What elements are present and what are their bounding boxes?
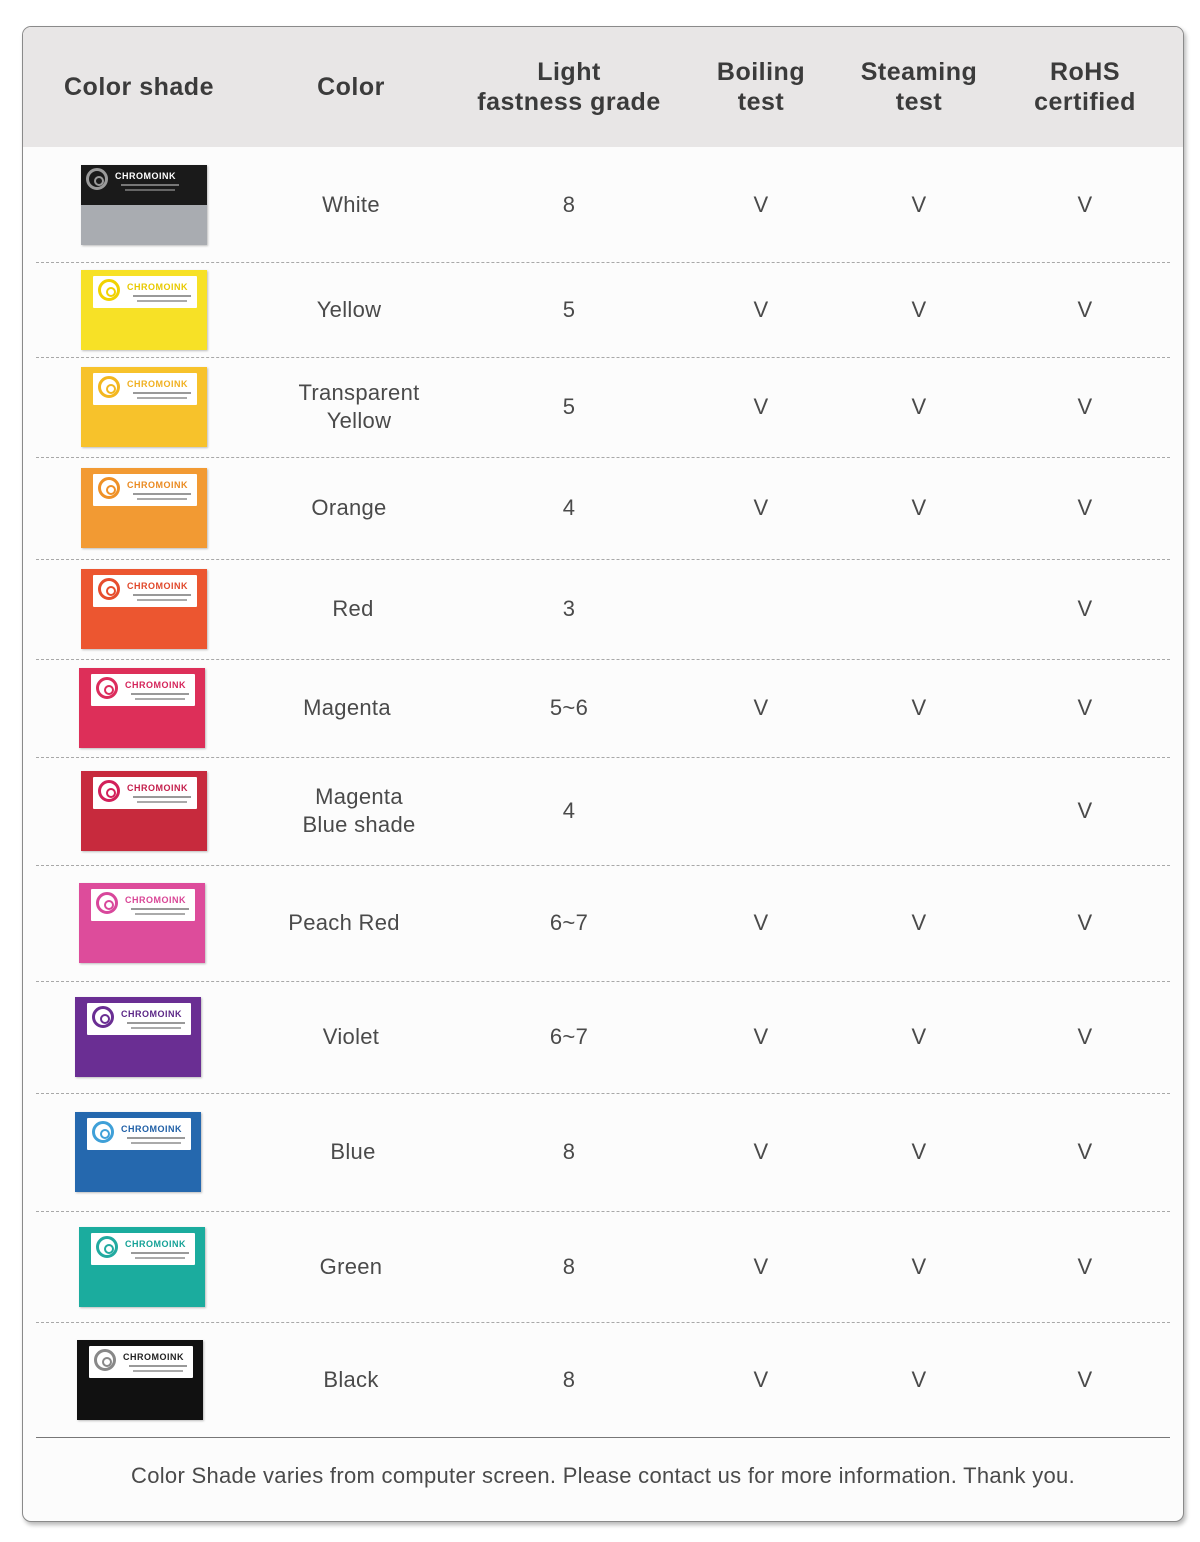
swatch-fine-print (131, 1027, 181, 1029)
color-swatch-image (79, 668, 205, 748)
swatch-fine-print (133, 493, 191, 495)
cell-rohs: V (1077, 596, 1093, 621)
swirl-logo-icon (96, 892, 118, 914)
cell-steaming: V (911, 1366, 927, 1392)
cell-steaming: V (911, 495, 927, 520)
cell-boiling (691, 757, 831, 865)
color-swatch-cell (23, 1211, 255, 1322)
color-swatch-cell (23, 981, 255, 1093)
cell-rohs: V (1077, 191, 1093, 217)
header-color: Color (317, 73, 385, 101)
swatch-fine-print (121, 184, 179, 186)
swatch-label (81, 165, 207, 205)
swirl-logo-icon (92, 1006, 114, 1028)
swatch-brand-text: CHROMOINK (127, 379, 188, 389)
color-swatch-cell (23, 559, 255, 659)
table-row (23, 981, 1183, 1093)
cell-steaming (831, 757, 1007, 865)
table-row (23, 262, 1183, 357)
cell-steaming: V (911, 191, 927, 217)
color-swatch-image (81, 270, 207, 350)
cell-steaming: V (911, 296, 927, 322)
footer-note: Color Shade varies from computer screen. Please contact us for more information. Thank you. (131, 1463, 1075, 1488)
cell-rohs: V (1077, 296, 1093, 322)
cell-light-fastness: 8 (562, 1139, 576, 1164)
cell-light-fastness: 8 (562, 1253, 576, 1279)
cell-light-fastness: 4 (562, 798, 576, 823)
cell-boiling: V (753, 910, 769, 935)
swatch-brand-text: CHROMOINK (123, 1351, 184, 1362)
swatch-label (93, 777, 197, 809)
swatch-label (93, 575, 197, 607)
swirl-logo-icon (96, 1236, 118, 1258)
table-row (23, 1322, 1183, 1437)
cell-color: Green (319, 1253, 383, 1279)
swirl-logo-icon (98, 477, 120, 499)
swatch-label (89, 1346, 193, 1378)
table-row (23, 147, 1183, 262)
color-swatch-cell (23, 865, 255, 981)
swatch-fine-print (137, 498, 187, 500)
table-row (23, 357, 1183, 457)
cell-rohs: V (1077, 394, 1093, 419)
cell-light-fastness: 5~6 (549, 695, 589, 720)
swatch-label (93, 276, 197, 308)
cell-color: Red (332, 596, 374, 621)
swirl-logo-icon (98, 780, 120, 802)
cell-rohs: V (1077, 798, 1093, 823)
cell-boiling: V (753, 1139, 769, 1164)
cell-boiling: V (753, 191, 769, 217)
table-row (23, 457, 1183, 559)
color-swatch-cell (23, 262, 255, 357)
table-row (23, 1211, 1183, 1322)
swatch-fine-print (137, 599, 187, 601)
swatch-fine-print (131, 1142, 181, 1144)
cell-boiling: V (753, 1024, 769, 1049)
header-boiling-test: Boiling test (716, 58, 806, 116)
color-swatch-image (81, 367, 207, 447)
swatch-fine-print (133, 295, 191, 297)
color-swatch-image (81, 165, 207, 245)
swatch-brand-text: CHROMOINK (115, 170, 176, 181)
swatch-brand-text: CHROMOINK (127, 480, 188, 490)
cell-color: Violet (322, 1024, 380, 1049)
swatch-fine-print (135, 1257, 185, 1259)
cell-light-fastness: 4 (562, 495, 576, 520)
footer-divider (36, 1437, 1170, 1438)
cell-light-fastness: 3 (562, 596, 576, 621)
swatch-fine-print (135, 913, 185, 915)
cell-light-fastness: 6~7 (549, 1024, 589, 1049)
cell-color: Black (323, 1366, 379, 1392)
table-row (23, 865, 1183, 981)
swatch-fine-print (133, 796, 191, 798)
cell-boiling: V (753, 495, 769, 520)
color-swatch-cell (23, 1322, 255, 1437)
swatch-brand-text: CHROMOINK (127, 281, 188, 292)
color-swatch-image (81, 569, 207, 649)
swatch-fine-print (137, 801, 187, 803)
swatch-label (93, 474, 197, 506)
swatch-brand-text: CHROMOINK (125, 680, 186, 690)
cell-color: Magenta (303, 695, 391, 720)
cell-light-fastness: 8 (562, 1366, 576, 1392)
cell-rohs: V (1077, 1024, 1093, 1049)
swirl-logo-icon (92, 1121, 114, 1143)
cell-rohs: V (1077, 495, 1093, 520)
cell-boiling (691, 559, 831, 659)
swatch-label (93, 373, 197, 405)
cell-color: Transparent Yellow (298, 380, 420, 433)
swatch-fine-print (133, 594, 191, 596)
color-swatch-cell (23, 1093, 255, 1211)
swatch-fine-print (127, 1137, 185, 1139)
cell-color: Magenta Blue shade (302, 784, 416, 837)
header-steaming-test: Steaming test (860, 58, 978, 116)
swatch-label (87, 1003, 191, 1035)
swatch-brand-text: CHROMOINK (125, 895, 186, 905)
swatch-fine-print (125, 189, 175, 191)
swatch-fine-print (131, 1252, 189, 1254)
table-row (23, 1093, 1183, 1211)
cell-rohs: V (1077, 910, 1093, 935)
header-rohs-certified: RoHS certified (1034, 58, 1136, 116)
color-swatch-image (79, 883, 205, 963)
color-swatch-image (81, 468, 207, 548)
cell-steaming: V (911, 695, 927, 720)
cell-boiling: V (753, 695, 769, 720)
cell-steaming: V (911, 1139, 927, 1164)
cell-color: Yellow (316, 296, 382, 322)
table-row (23, 559, 1183, 659)
color-swatch-cell (23, 357, 255, 457)
cell-steaming: V (911, 910, 927, 935)
table-row (23, 659, 1183, 757)
cell-color: Peach Red (288, 910, 400, 935)
swatch-fine-print (127, 1022, 185, 1024)
swatch-label (91, 1233, 195, 1265)
cell-rohs: V (1077, 1253, 1093, 1279)
cell-boiling: V (753, 394, 769, 419)
cell-light-fastness: 8 (562, 191, 576, 217)
cell-steaming: V (911, 1253, 927, 1279)
header-light-fastness: Light fastness grade (477, 58, 661, 116)
color-swatch-cell (23, 659, 255, 757)
cell-light-fastness: 5 (562, 296, 576, 322)
table-header (23, 27, 1183, 147)
swirl-logo-icon (94, 1349, 116, 1371)
swatch-label (91, 889, 195, 921)
swatch-brand-text: CHROMOINK (127, 783, 188, 793)
swatch-fine-print (131, 908, 189, 910)
color-swatch-cell (23, 147, 255, 262)
cell-rohs: V (1077, 1139, 1093, 1164)
cell-boiling: V (753, 1253, 769, 1279)
cell-steaming (831, 559, 1007, 659)
swatch-brand-text: CHROMOINK (121, 1124, 182, 1134)
swatch-brand-text: CHROMOINK (121, 1009, 182, 1019)
swatch-label (87, 1118, 191, 1150)
cell-color: Orange (311, 495, 387, 520)
swatch-fine-print (129, 1365, 187, 1367)
cell-light-fastness: 6~7 (549, 910, 589, 935)
swirl-logo-icon (86, 168, 108, 190)
swatch-label (91, 674, 195, 706)
swatch-fine-print (135, 698, 185, 700)
color-swatch-image (79, 1227, 205, 1307)
header-color-shade: Color shade (64, 73, 214, 101)
swatch-fine-print (137, 397, 187, 399)
swirl-logo-icon (96, 677, 118, 699)
swirl-logo-icon (98, 376, 120, 398)
cell-color: Blue (330, 1139, 376, 1164)
color-swatch-cell (23, 457, 255, 559)
color-swatch-cell (23, 757, 255, 865)
color-swatch-image (75, 997, 201, 1077)
swatch-fine-print (133, 392, 191, 394)
swatch-fine-print (133, 1370, 183, 1372)
color-swatch-image (77, 1340, 203, 1420)
color-swatch-image (75, 1112, 201, 1192)
table-row (23, 757, 1183, 865)
swirl-logo-icon (98, 578, 120, 600)
cell-steaming: V (911, 394, 927, 419)
color-shade-table-card (22, 26, 1184, 1522)
cell-rohs: V (1077, 1366, 1093, 1392)
cell-color: White (322, 191, 380, 217)
swirl-logo-icon (98, 279, 120, 301)
cell-steaming: V (911, 1024, 927, 1049)
cell-light-fastness: 5 (562, 394, 576, 419)
cell-rohs: V (1077, 695, 1093, 720)
swatch-fine-print (131, 693, 189, 695)
cell-boiling: V (753, 1366, 769, 1392)
swatch-fine-print (137, 300, 187, 302)
swatch-brand-text: CHROMOINK (127, 581, 188, 591)
color-swatch-image (81, 771, 207, 851)
cell-boiling: V (753, 296, 769, 322)
swatch-brand-text: CHROMOINK (125, 1238, 186, 1249)
